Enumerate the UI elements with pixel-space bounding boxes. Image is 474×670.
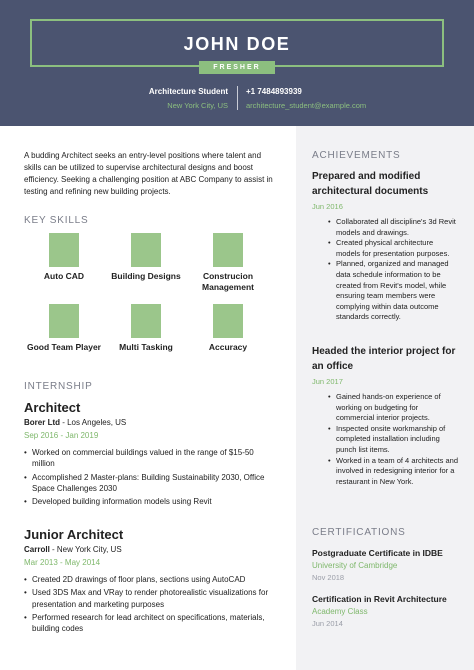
job-title: Architect	[24, 400, 81, 415]
job-company	[24, 545, 274, 554]
job-dates: Sep 2016 - Jan 2019	[24, 431, 99, 440]
skill-icon	[213, 304, 243, 338]
job-bullet: • Performed research for lead architect on specifications, materials, building codes	[24, 612, 274, 635]
skill-item	[188, 233, 268, 293]
skill-label: Building Designs	[111, 271, 181, 281]
job-bullet: • Developed building information models using Revit	[24, 496, 274, 507]
certification-name: Certification in Revit Architecture	[312, 594, 447, 604]
role-text: Architecture Student	[148, 87, 228, 96]
achievement-bullets	[328, 217, 458, 323]
achievements-heading: ACHIEVEMENTS	[312, 150, 401, 161]
achievement-bullet: • Created physical architecture models for presentation purposes.	[328, 238, 458, 259]
contact-left	[120, 86, 228, 112]
skill-label: Auto CAD	[43, 271, 85, 281]
certification-org: Academy Class	[312, 607, 368, 616]
job-bullet: • Used 3DS Max and VRay to render photorealistic visualizations for presentation and marketing purposes	[24, 587, 274, 610]
achievement-bullet: • Collaborated all discipline's 3d Revit models and drawings.	[328, 217, 458, 238]
skill-icon	[213, 233, 243, 267]
certifications-heading: CERTIFICATIONS	[312, 527, 406, 538]
job-bullets	[24, 574, 274, 634]
certification-entry	[312, 548, 462, 582]
skill-item	[24, 304, 104, 353]
achievement-entry	[312, 344, 458, 487]
achievement-heading: Prepared and modified architectural documents	[312, 171, 429, 197]
skill-item	[24, 233, 104, 282]
internship-heading: INTERNSHIP	[24, 381, 93, 392]
skill-item	[106, 304, 186, 353]
contact-right	[246, 86, 366, 112]
job-bullets	[24, 447, 274, 507]
achievement-bullets	[328, 392, 458, 487]
skill-label: Good Team Player	[26, 342, 101, 352]
company-location: - New York City, US	[49, 545, 122, 554]
skill-label: Multi Tasking	[119, 342, 173, 352]
skill-icon	[49, 304, 79, 338]
achievement-entry	[312, 169, 458, 323]
skill-icon	[131, 304, 161, 338]
achievement-bullet: • Worked in a team of 4 architects and involved in redesigning interior for a restaurant in New York.	[328, 456, 458, 488]
job-entry	[24, 527, 274, 636]
skill-label: Accuracy	[208, 342, 248, 352]
job-bullet: • Worked on commercial buildings valued in the range of $15-50 million	[24, 447, 274, 470]
candidate-name: JOHN DOE	[183, 34, 291, 54]
certification-date: Nov 2018	[312, 573, 345, 582]
skill-icon	[49, 233, 79, 267]
company-name: Borer Ltd	[24, 418, 60, 427]
achievement-date: Jun 2017	[312, 377, 343, 386]
certification-entry	[312, 594, 462, 628]
achievement-bullet: • Gained hands-on experience of working on budgeting for commercial interior projects.	[328, 392, 458, 424]
company-name: Carroll	[24, 545, 50, 554]
skill-icon	[131, 233, 161, 267]
fresher-badge: FRESHER	[199, 61, 275, 74]
skill-item	[188, 304, 268, 353]
email-link[interactable]: architecture_student@example.com	[246, 101, 367, 110]
company-location: - Los Angeles, US	[60, 418, 127, 427]
phone-text[interactable]: +1 7484893939	[246, 87, 302, 96]
key-skills-heading: KEY SKILLS	[24, 215, 89, 226]
certification-date: Jun 2014	[312, 619, 343, 628]
job-bullet: • Created 2D drawings of floor plans, sections using AutoCAD	[24, 574, 274, 585]
skill-item	[106, 233, 186, 282]
certification-name: Postgraduate Certificate in IDBE	[312, 548, 443, 558]
contact-divider	[237, 86, 238, 110]
achievement-bullet: • Inspected onsite workmanship of completed installation including punch list items.	[328, 424, 458, 456]
achievement-heading: Headed the interior project for an office	[312, 346, 456, 372]
resume-header	[0, 0, 474, 126]
job-title: Junior Architect	[24, 527, 124, 542]
job-entry	[24, 400, 274, 509]
skill-label: Construcion Management	[202, 271, 254, 292]
job-company	[24, 418, 274, 427]
achievement-bullet: • Planned, organized and managed data schedule information to be created from Revit's model, while ensuring team members were complying within data outcome standards correctly.	[328, 259, 458, 323]
certification-org: University of Cambridge	[312, 561, 398, 570]
name-frame	[30, 19, 444, 67]
summary-text: A budding Architect seeks an entry-level positions where talent and skills can be utilized to supervise architectural designs and boost efficiency. Seeking a challenging position at ABC Company to assist in testing and refining new building projects.	[24, 151, 273, 196]
job-bullet: • Accomplished 2 Master-plans: Building Sustainability 2030, Office Space Challenges 2030	[24, 472, 274, 495]
location-text: New York City, US	[167, 101, 228, 110]
achievement-date: Jun 2016	[312, 202, 343, 211]
job-dates: Mar 2013 - May 2014	[24, 558, 101, 567]
